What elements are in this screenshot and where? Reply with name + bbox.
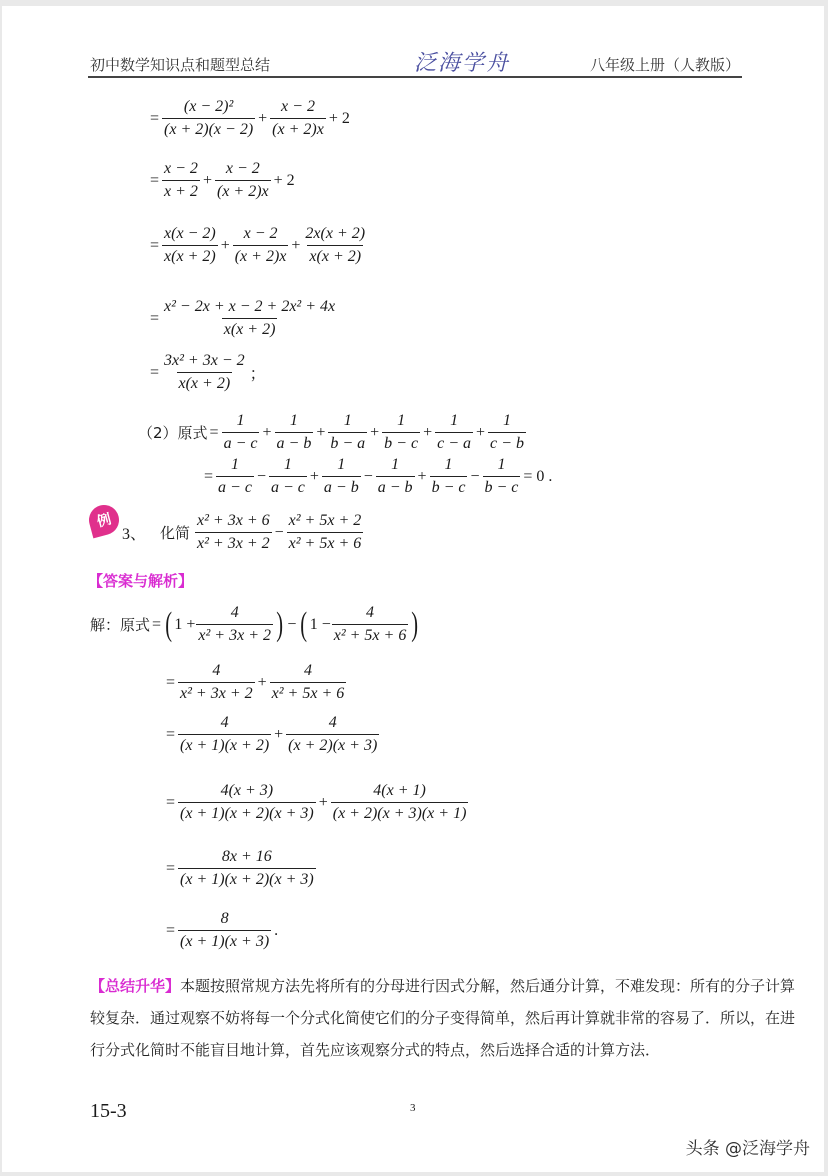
fraction [178, 714, 271, 755]
line-suffix: + 2 [328, 109, 350, 127]
numerator: 4 [220, 714, 229, 731]
denominator: (x + 1)(x + 3) [178, 930, 271, 951]
denominator: (x + 2)(x + 3) [286, 734, 379, 755]
fraction [286, 714, 379, 755]
denominator: x(x + 2) [162, 245, 218, 266]
summary-tag: 【总结升华】 [90, 977, 181, 995]
denominator: x² + 5x + 6 [270, 682, 347, 703]
denominator: b − c [483, 476, 521, 497]
fraction [483, 456, 521, 497]
header-left-title: 初中数学知识点和题型总结 [90, 56, 271, 74]
operator: + [257, 673, 267, 691]
one-plus: 1 + [174, 615, 196, 633]
numerator: 1 [337, 456, 346, 473]
denominator: c − b [488, 432, 526, 453]
solution-line [164, 662, 347, 703]
numerator: x² − 2x + x − 2 + 2x² + 4x [164, 298, 336, 315]
fraction [303, 225, 367, 266]
denominator: a − c [269, 476, 307, 497]
denominator: x(x + 2) [222, 318, 278, 339]
fraction [162, 352, 247, 393]
numerator: 1 [450, 412, 459, 429]
denominator: x² + 3x + 2 [178, 682, 255, 703]
denominator: (x + 2)x [233, 245, 289, 266]
fraction [222, 412, 260, 453]
solution-line [164, 910, 280, 951]
solution-line [90, 604, 421, 645]
example-instruction: 化简 [160, 524, 191, 542]
equation-line [148, 160, 297, 201]
numerator: 1 [444, 456, 453, 473]
equation-line [148, 352, 268, 393]
denominator: b − a [328, 432, 367, 453]
summary-text: 本题按照常规方法先将所有的分母进行因式分解，然后通分计算，不难发现：所有的分子计算较复杂．通过观察不妨将每一个分式化简使它们的分子变得简单，然后再计算就非常的容易了．所以，在进行分式化简时不能盲目地计算，首先应该观察分式的特点，然后选择合适的计算方法． [90, 977, 796, 1059]
operator: + [309, 467, 319, 485]
operator: + [258, 109, 268, 127]
denominator: (x + 2)x [215, 180, 271, 201]
equation-line [138, 412, 527, 453]
numerator: 1 [503, 412, 511, 429]
fraction [270, 98, 326, 139]
equals-sign: = [150, 236, 160, 254]
page-header [90, 50, 740, 76]
numerator: 1 [397, 412, 406, 429]
denominator: x + 2 [162, 180, 200, 201]
line-suffix: . [274, 921, 279, 939]
operator: + [476, 423, 486, 441]
fraction [162, 298, 337, 339]
fraction [195, 512, 272, 553]
operator: − [363, 467, 373, 485]
denominator: x² + 3x + 2 [196, 624, 273, 645]
fraction [322, 456, 361, 497]
numerator: x − 2 [164, 160, 198, 177]
footer-section-id: 15-3 [90, 1100, 127, 1122]
numerator: 4 [366, 604, 375, 621]
denominator: (x + 2)(x − 2) [162, 118, 255, 139]
watermark: 头条 @泛海学舟 [685, 1139, 810, 1159]
operator: + [220, 236, 230, 254]
equation-line [148, 298, 338, 339]
paren: ) [411, 605, 419, 643]
fraction [178, 782, 316, 823]
denominator: b − c [382, 432, 420, 453]
fraction [332, 604, 409, 645]
fraction [215, 160, 271, 201]
fraction [287, 512, 364, 553]
operator: + [318, 793, 328, 811]
equals-sign: = [204, 467, 214, 485]
denominator: (x + 1)(x + 2)(x + 3) [178, 802, 316, 823]
solution-label: 解：原式 [90, 616, 151, 634]
numerator: 4 [230, 604, 239, 621]
numerator: x² + 3x + 6 [197, 512, 270, 529]
fraction [216, 456, 254, 497]
operator: + [417, 467, 427, 485]
line-suffix: ； [249, 366, 266, 383]
operator: + [291, 236, 301, 254]
denominator: a − b [376, 476, 415, 497]
equals-sign: = [150, 109, 160, 127]
equals-sign: = [150, 309, 160, 327]
equals-sign: = [166, 725, 176, 743]
answer-tag: 【答案与解析】 [88, 572, 194, 590]
footer-page-number: 3 [410, 1102, 416, 1114]
fraction [435, 412, 473, 453]
numerator: 1 [230, 456, 239, 473]
numerator: x(x − 2) [164, 225, 216, 242]
denominator: x(x + 2) [177, 372, 233, 393]
fraction [162, 160, 200, 201]
fraction [376, 456, 415, 497]
numerator: 1 [343, 412, 352, 429]
denominator: a − c [222, 432, 260, 453]
solution-line [164, 714, 380, 755]
header-logo: 泛海学舟 [414, 50, 511, 75]
denominator: x² + 3x + 2 [195, 532, 272, 553]
paren: ( [165, 605, 173, 643]
equals-sign: = [166, 859, 176, 877]
fraction [488, 412, 526, 453]
solution-line [164, 782, 469, 823]
denominator: (x + 1)(x + 2)(x + 3) [178, 868, 316, 889]
operator: − [274, 523, 284, 541]
part2-label: （2）原式 [138, 424, 208, 442]
fraction [275, 412, 314, 453]
numerator: 4(x + 1) [373, 782, 426, 799]
equation-line [148, 98, 352, 139]
denominator: (x + 2)x [270, 118, 326, 139]
fraction [269, 456, 307, 497]
equals-sign: = [166, 921, 176, 939]
operator: − [470, 467, 480, 485]
numerator: 8 [220, 910, 229, 927]
fraction [382, 412, 420, 453]
fraction [178, 662, 255, 703]
numerator: 3x² + 3x − 2 [164, 352, 245, 369]
equals-sign: = [166, 793, 176, 811]
numerator: 1 [283, 456, 292, 473]
example-badge-icon: 例 [86, 502, 123, 539]
fraction [162, 225, 218, 266]
numerator: 8x + 16 [221, 848, 272, 865]
numerator: 1 [236, 412, 245, 429]
line-suffix: = 0 . [523, 467, 553, 485]
operator: + [423, 423, 433, 441]
numerator: 4 [212, 662, 221, 679]
denominator: a − b [322, 476, 361, 497]
numerator: (x − 2)² [183, 98, 234, 115]
header-right-title: 八年级上册（人教版） [589, 56, 740, 74]
numerator: x − 2 [243, 225, 278, 242]
equals-sign: = [150, 171, 160, 189]
denominator: b − c [430, 476, 468, 497]
summary-paragraph [90, 970, 802, 1066]
operator: + [274, 725, 284, 743]
one-minus: 1 − [309, 615, 331, 633]
equals-sign: = [150, 363, 160, 381]
numerator: 2x(x + 2) [305, 225, 366, 242]
fraction [270, 662, 347, 703]
numerator: 1 [497, 456, 506, 473]
denominator: a − b [275, 432, 314, 453]
numerator: x − 2 [225, 160, 260, 177]
fraction [162, 98, 255, 139]
denominator: x² + 5x + 6 [287, 532, 364, 553]
equals-sign: = [209, 423, 219, 441]
example-line [122, 512, 364, 553]
fraction [328, 412, 367, 453]
numerator: 4 [328, 714, 337, 731]
line-suffix: + 2 [273, 171, 295, 189]
operator: + [202, 171, 212, 189]
denominator: c − a [435, 432, 473, 453]
fraction [178, 910, 271, 951]
equation-line [148, 225, 368, 266]
denominator: x(x + 2) [307, 245, 363, 266]
paren: ) [276, 605, 284, 643]
numerator: x² + 5x + 2 [288, 512, 362, 529]
numerator: 1 [289, 412, 298, 429]
denominator: a − c [216, 476, 254, 497]
denominator: (x + 2)(x + 3)(x + 1) [331, 802, 469, 823]
header-divider [88, 76, 742, 78]
equation-line [202, 456, 554, 497]
numerator: 4 [303, 662, 312, 679]
operator: − [256, 467, 266, 485]
paren: ( [300, 605, 308, 643]
fraction [331, 782, 469, 823]
equals-sign: = [152, 615, 162, 633]
equals-sign: = [166, 673, 176, 691]
fraction [178, 848, 316, 889]
numerator: 4(x + 3) [220, 782, 274, 799]
operator: + [370, 423, 380, 441]
numerator: x − 2 [281, 98, 315, 115]
fraction [430, 456, 468, 497]
fraction [196, 604, 273, 645]
solution-line [164, 848, 317, 889]
fraction [233, 225, 289, 266]
denominator: x² + 5x + 6 [332, 624, 409, 645]
denominator: (x + 1)(x + 2) [178, 734, 271, 755]
numerator: 1 [391, 456, 400, 473]
operator: − [287, 615, 297, 633]
example-number: 3、 [122, 526, 147, 543]
operator: + [262, 423, 272, 441]
operator: + [316, 423, 326, 441]
